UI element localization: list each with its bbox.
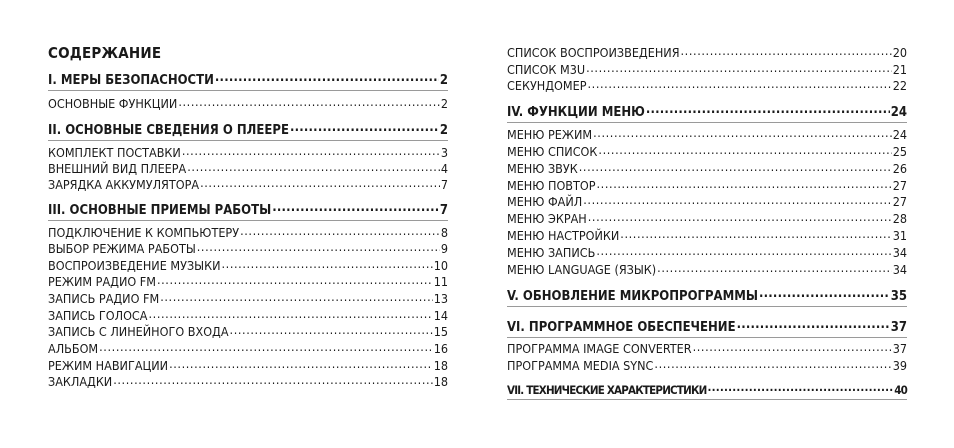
leader-dots <box>187 161 440 173</box>
leader-dots <box>657 262 892 274</box>
toc-entry-label: МЕНЮ ПОВТОР <box>507 178 596 193</box>
toc-heading[interactable] <box>48 122 448 138</box>
toc-heading[interactable] <box>507 104 907 120</box>
leader-dots <box>148 308 432 320</box>
toc-heading[interactable] <box>507 319 907 335</box>
toc-entry-label: III. ОСНОВНЫЕ ПРИЕМЫ РАБОТЫ <box>48 203 272 218</box>
toc-entry[interactable] <box>507 127 907 142</box>
toc-entry[interactable] <box>48 358 448 373</box>
toc-page-number: 37 <box>892 341 907 356</box>
toc-page-number: 10 <box>433 258 448 273</box>
toc-entry[interactable] <box>507 144 907 159</box>
toc-entry[interactable] <box>48 324 448 339</box>
toc-heading[interactable] <box>48 72 448 88</box>
toc-entry-label: МЕНЮ ЗАПИСЬ <box>507 245 596 260</box>
toc-entry[interactable] <box>507 78 907 93</box>
leader-dots <box>646 104 890 116</box>
toc-page-number: 34 <box>892 262 907 277</box>
leader-dots <box>221 258 432 270</box>
toc-entry-label: ЗАРЯДКА АККУМУЛЯТОРА <box>48 177 200 192</box>
toc-entry-label: СЕКУНДОМЕР <box>507 78 587 93</box>
leader-dots <box>654 358 891 370</box>
toc-page-number: 14 <box>433 308 448 323</box>
toc-page-number: 3 <box>440 145 448 160</box>
toc-entry-label: ОСНОВНЫЕ ФУНКЦИИ <box>48 96 178 111</box>
toc-entry-label: VII. ТЕХНИЧЕСКИЕ ХАРАКТЕРИСТИКИ <box>507 383 707 397</box>
toc-entry-label: ВОСПРОИЗВЕДЕНИЕ МУЗЫКИ <box>48 258 221 273</box>
toc-page-number: 39 <box>892 358 907 373</box>
toc-entry-label: МЕНЮ НАСТРОЙКИ <box>507 228 620 243</box>
toc-entry[interactable] <box>507 341 907 356</box>
leader-dots <box>178 96 440 108</box>
toc-page-number: 18 <box>433 374 448 389</box>
leader-dots <box>759 288 890 300</box>
section-divider <box>48 90 448 91</box>
toc-entry[interactable] <box>48 161 448 176</box>
toc-entry[interactable] <box>48 258 448 273</box>
leader-dots <box>215 72 439 84</box>
toc-page-number: 31 <box>892 228 907 243</box>
toc-entry[interactable] <box>48 96 448 111</box>
leader-dots <box>197 241 440 253</box>
toc-entry[interactable] <box>507 228 907 243</box>
leader-dots <box>160 291 433 303</box>
toc-page-number: 40 <box>894 383 907 397</box>
toc-entry[interactable] <box>48 225 448 240</box>
leader-dots <box>157 274 433 286</box>
section-divider <box>507 122 907 123</box>
toc-page-number: 24 <box>890 105 907 120</box>
toc-entry[interactable] <box>48 241 448 256</box>
leader-dots <box>737 319 890 331</box>
leader-dots <box>596 245 891 257</box>
leader-dots <box>230 324 433 336</box>
toc-page-number: 35 <box>890 289 907 304</box>
leader-dots <box>588 78 892 90</box>
toc-page-number: 2 <box>440 96 448 111</box>
toc-page-number: 18 <box>433 358 448 373</box>
toc-entry[interactable] <box>507 62 907 77</box>
leader-dots <box>620 228 891 240</box>
leader-dots <box>593 127 892 139</box>
toc-entry-label: ЗАПИСЬ ГОЛОСА <box>48 308 148 323</box>
toc-page-number: 13 <box>433 291 448 306</box>
leader-dots <box>169 358 433 370</box>
leader-dots <box>200 177 440 189</box>
leader-dots <box>272 202 439 214</box>
toc-page-number: 37 <box>890 320 907 335</box>
page-title: СОДЕРЖАНИЕ <box>48 44 162 62</box>
toc-page-number: 28 <box>892 211 907 226</box>
leader-dots <box>583 194 891 206</box>
toc-entry-label: МЕНЮ РЕЖИМ <box>507 127 593 142</box>
toc-entry-label: ПОДКЛЮЧЕНИЕ К КОМПЬЮТЕРУ <box>48 225 240 240</box>
toc-page-number: 4 <box>440 161 448 176</box>
toc-page-number: 2 <box>439 123 448 138</box>
toc-page-number: 22 <box>892 78 907 93</box>
leader-dots <box>693 341 892 353</box>
toc-entry[interactable] <box>48 308 448 323</box>
toc-entry-label: ВНЕШНИЙ ВИД ПЛЕЕРА <box>48 161 187 176</box>
toc-page-number: 9 <box>440 241 448 256</box>
leader-dots <box>290 122 439 134</box>
section-divider <box>507 399 907 400</box>
toc-entry[interactable] <box>507 211 907 226</box>
toc-entry-label: ЗАКЛАДКИ <box>48 374 113 389</box>
section-divider <box>48 220 448 221</box>
toc-entry[interactable] <box>507 178 907 193</box>
toc-entry-label: ЗАПИСЬ РАДИО FM <box>48 291 160 306</box>
section-divider <box>507 337 907 338</box>
toc-entry[interactable] <box>507 262 907 277</box>
toc-page-number: 7 <box>440 177 448 192</box>
toc-entry-label: РЕЖИМ НАВИГАЦИИ <box>48 358 169 373</box>
toc-heading[interactable] <box>507 288 907 304</box>
toc-entry-label: ЗАПИСЬ С ЛИНЕЙНОГО ВХОДА <box>48 324 229 339</box>
leader-dots <box>586 62 892 74</box>
leader-dots <box>597 178 892 190</box>
toc-entry[interactable] <box>507 245 907 260</box>
toc-entry-label: ПРОГРАММА IMAGE CONVERTER <box>507 341 692 356</box>
leader-dots <box>588 211 892 223</box>
toc-entry-label: V. ОБНОВЛЕНИЕ МИКРОПРОГРАММЫ <box>507 289 758 304</box>
toc-page-number: 2 <box>439 73 448 88</box>
toc-entry-label: РЕЖИМ РАДИО FM <box>48 274 156 289</box>
toc-entry[interactable] <box>48 341 448 356</box>
section-divider <box>507 306 907 307</box>
toc-entry[interactable] <box>507 45 907 60</box>
toc-entry-label: СПИСОК M3U <box>507 62 586 77</box>
toc-entry[interactable] <box>507 358 907 373</box>
toc-page-number: 7 <box>439 203 448 218</box>
toc-page-number: 20 <box>892 45 907 60</box>
toc-entry-label: МЕНЮ СПИСОК <box>507 144 598 159</box>
leader-dots <box>598 144 891 156</box>
toc-page-number: 11 <box>433 274 448 289</box>
leader-dots <box>707 382 893 394</box>
toc-entry-label: I. МЕРЫ БЕЗОПАСНОСТИ <box>48 73 214 88</box>
toc-entry[interactable] <box>48 291 448 306</box>
toc-entry-label: СПИСОК ВОСПРОИЗВЕДЕНИЯ <box>507 45 680 60</box>
toc-entry-label: МЕНЮ ЗВУК <box>507 161 578 176</box>
toc-entry[interactable] <box>507 194 907 209</box>
toc-entry-label: МЕНЮ LANGUAGE (ЯЗЫК) <box>507 262 657 277</box>
toc-heading[interactable] <box>48 202 448 218</box>
toc-heading[interactable] <box>507 382 907 398</box>
toc-page-number: 27 <box>892 194 907 209</box>
toc-entry[interactable] <box>48 177 448 192</box>
toc-page-number: 25 <box>892 144 907 159</box>
toc-entry[interactable] <box>48 274 448 289</box>
toc-page-number: 27 <box>892 178 907 193</box>
leader-dots <box>113 374 432 386</box>
toc-entry[interactable] <box>507 161 907 176</box>
toc-entry-label: ВЫБОР РЕЖИМА РАБОТЫ <box>48 241 196 256</box>
toc-entry-label: КОМПЛЕКТ ПОСТАВКИ <box>48 145 181 160</box>
leader-dots <box>99 341 433 353</box>
toc-entry-label: МЕНЮ ФАЙЛ <box>507 194 583 209</box>
toc-entry-label: АЛЬБОМ <box>48 341 99 356</box>
leader-dots <box>681 45 892 57</box>
toc-entry-label: VI. ПРОГРАММНОЕ ОБЕСПЕЧЕНИЕ <box>507 320 736 335</box>
toc-page-number: 34 <box>892 245 907 260</box>
toc-page-number: 24 <box>892 127 907 142</box>
leader-dots <box>579 161 892 173</box>
toc-entry[interactable] <box>48 374 448 389</box>
section-divider <box>48 140 448 141</box>
toc-entry-label: МЕНЮ ЭКРАН <box>507 211 587 226</box>
toc-entry[interactable] <box>48 145 448 160</box>
leader-dots <box>182 145 440 157</box>
toc-page-number: 8 <box>440 225 448 240</box>
toc-entry-label: IV. ФУНКЦИИ МЕНЮ <box>507 105 645 120</box>
toc-page-number: 15 <box>433 324 448 339</box>
toc-page-number: 26 <box>892 161 907 176</box>
toc-entry-label: II. ОСНОВНЫЕ СВЕДЕНИЯ О ПЛЕЕРЕ <box>48 123 289 138</box>
toc-page-number: 16 <box>433 341 448 356</box>
toc-page-number: 21 <box>892 62 907 77</box>
toc-entry-label: ПРОГРАММА MEDIA SYNC <box>507 358 654 373</box>
leader-dots <box>240 225 440 237</box>
